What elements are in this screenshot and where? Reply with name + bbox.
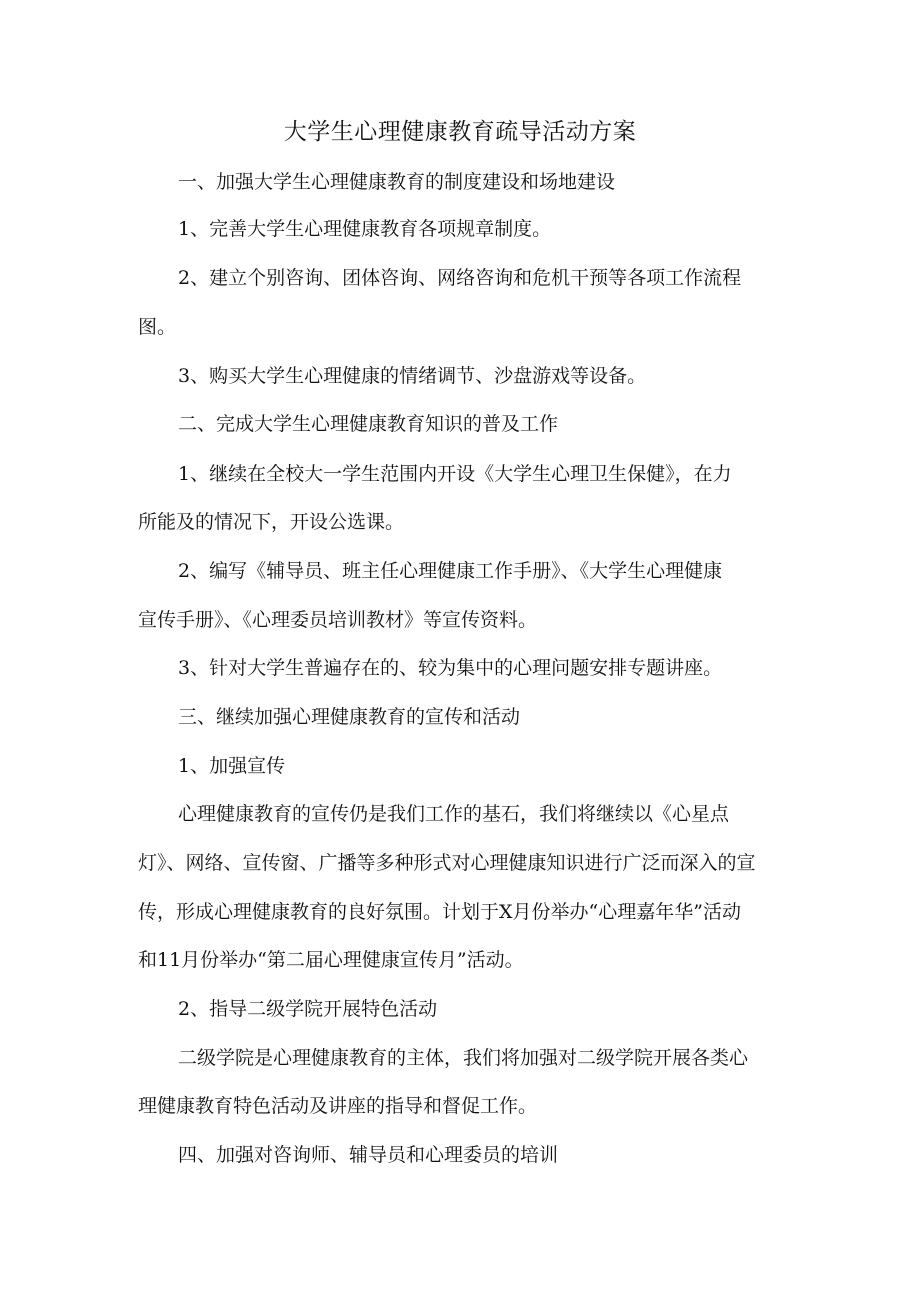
body-paragraph-3-1-line-4: 和11月份举办“第二届心理健康宣传月”活动。 <box>138 949 524 971</box>
section-heading-4: 四、加强对咨询师、辅导员和心理委员的培训 <box>178 1144 559 1166</box>
body-paragraph-3-2-line-2: 理健康教育特色活动及讲座的指导和督促工作。 <box>138 1095 538 1117</box>
list-item-3-2: 2、指导二级学院开展特色活动 <box>178 998 438 1020</box>
document-title: 大学生心理健康教育疏导活动方案 <box>283 119 637 145</box>
list-item-2-2-line-2: 宣传手册》、《心理委员培训教材》等宣传资料。 <box>138 609 538 631</box>
list-item-1-1: 1、完善大学生心理健康教育各项规章制度。 <box>178 218 552 240</box>
list-item-2-2-line-1: 2、编写《辅导员、班主任心理健康工作手册》、《大学生心理健康 <box>178 560 723 582</box>
body-paragraph-3-1-line-1: 心理健康教育的宣传仍是我们工作的基石，我们将继续以《心星点 <box>178 803 730 825</box>
list-item-1-2-line-1: 2、建立个别咨询、团体咨询、网络咨询和危机干预等各项工作流程 <box>178 267 742 289</box>
list-item-2-3: 3、针对大学生普遍存在的、较为集中的心理问题安排专题讲座。 <box>178 657 723 679</box>
list-item-2-1-line-2: 所能及的情况下，开设公选课。 <box>138 511 405 533</box>
body-paragraph-3-2-line-1: 二级学院是心理健康教育的主体，我们将加强对二级学院开展各类心 <box>178 1047 749 1069</box>
body-paragraph-3-1-line-3: 传，形成心理健康教育的良好氛围。计划于X月份举办“心理嘉年华”活动 <box>138 901 741 923</box>
body-paragraph-3-1-line-2: 灯》、网络、宣传窗、广播等多种形式对心理健康知识进行广泛而深入的宣 <box>138 852 756 874</box>
list-item-1-2-line-2: 图。 <box>138 316 177 338</box>
list-item-3-1: 1、加强宣传 <box>178 755 286 777</box>
list-item-2-1-line-1: 1、继续在全校大一学生范围内开设《大学生心理卫生保健》，在力 <box>178 463 732 485</box>
section-heading-3: 三、继续加强心理健康教育的宣传和活动 <box>178 706 521 728</box>
section-heading-2: 二、完成大学生心理健康教育知识的普及工作 <box>178 413 559 435</box>
list-item-1-3: 3、购买大学生心理健康的情绪调节、沙盘游戏等设备。 <box>178 365 647 387</box>
section-heading-1: 一、加强大学生心理健康教育的制度建设和场地建设 <box>178 171 616 193</box>
